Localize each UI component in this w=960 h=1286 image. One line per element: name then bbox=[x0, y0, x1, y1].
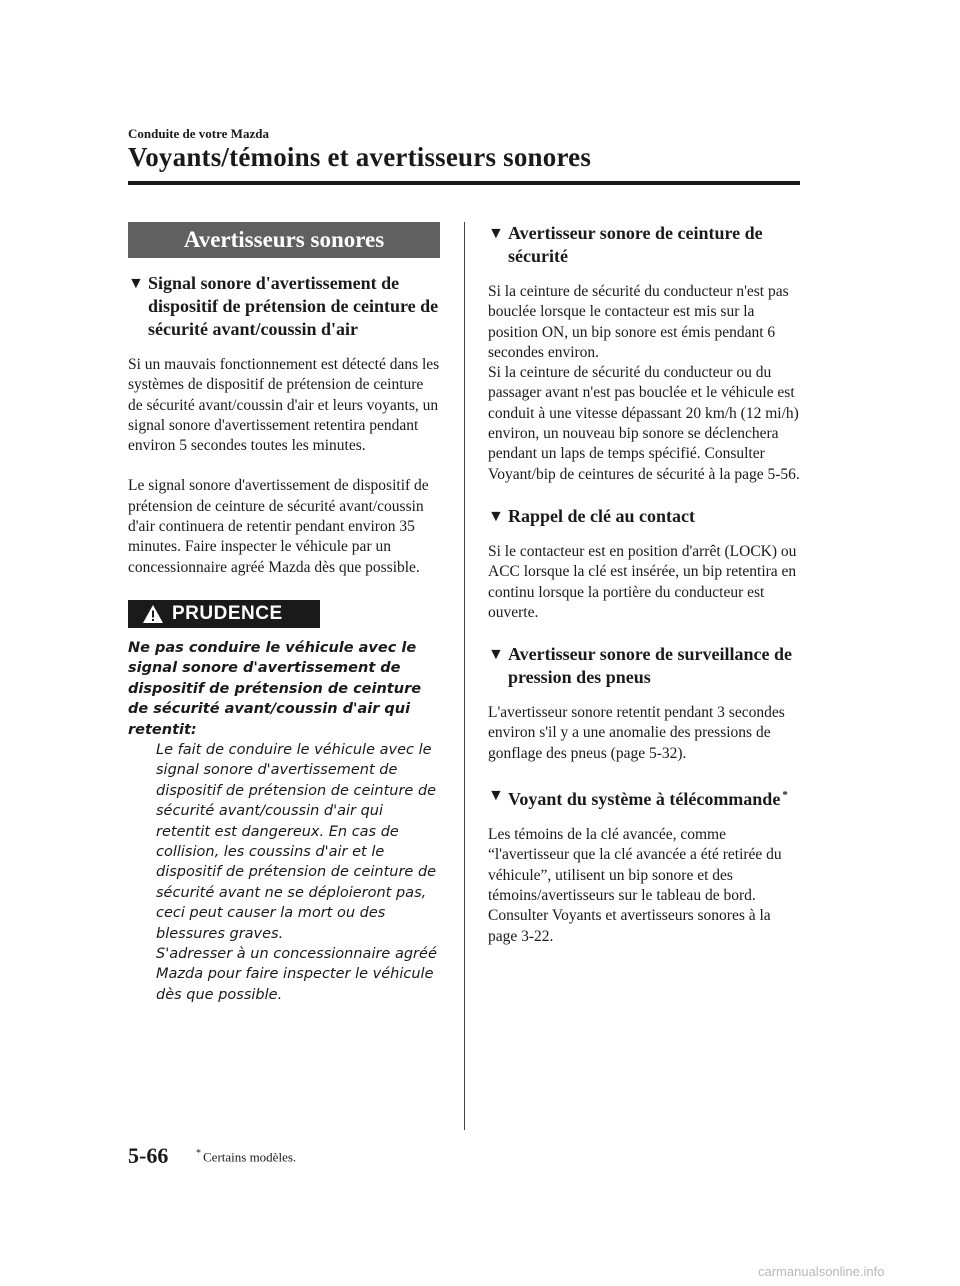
paragraph: Si la ceinture de sécurité du conducteur n'est pas bouclée lorsque le contacteur est mis sur la position ON, un bip sonore est émis pendant 6 secondes environ. bbox=[488, 283, 789, 361]
section-label: Conduite de votre Mazda bbox=[128, 126, 269, 141]
subheading-text: Rappel de clé au contact bbox=[508, 505, 695, 526]
footnote-star-icon: * bbox=[196, 1148, 201, 1159]
subheading-text: Signal sonore d'avertissement de dispositif de prétension de ceinture de sécurité avant/coussin d'air bbox=[148, 273, 439, 339]
footnote-text: Certains modèles. bbox=[203, 1149, 297, 1165]
subheading-key-reminder bbox=[488, 505, 800, 528]
paragraph: Consulter Voyants et avertisseurs sonores à la page 3-22. bbox=[488, 907, 771, 945]
column-divider bbox=[464, 222, 465, 1130]
right-column bbox=[488, 222, 800, 967]
footnote bbox=[196, 1148, 296, 1165]
paragraph: Si le contacteur est en position d'arrêt (LOCK) ou ACC lorsque la clé est insérée, un bip retentira en continu lorsque la portière du conducteur est ouverte. bbox=[488, 542, 797, 621]
section-banner: Avertisseurs sonores bbox=[128, 222, 440, 258]
subheading-text: Avertisseur sonore de surveillance de pression des pneus bbox=[508, 644, 792, 688]
paragraph: Le signal sonore d'avertissement de dispositif de prétension de ceinture de sécurité avant/coussin d'air continuera de retentir pendant environ 35 minutes. Faire inspecter le véhicule par un concessionnaire agréé Mazda dès que possible. bbox=[128, 477, 429, 576]
caution-badge bbox=[128, 600, 320, 628]
triangle-bullet-icon: ▼ bbox=[488, 787, 504, 805]
triangle-bullet-icon: ▼ bbox=[488, 507, 504, 525]
left-column bbox=[128, 222, 440, 1005]
subheading-text bbox=[508, 784, 800, 811]
caution-body: Le fait de conduire le véhicule avec le signal sonore d'avertissement de dispositif de prétension de ceinture de sécurité avant/coussin d'air qui retentit est dangereux. En cas de collision, les coussins d'air et le dispositif de prétension de ceinture de sécurité avant ne se déploieront pas, ceci peut causer la mort ou des blessures graves. bbox=[156, 742, 437, 942]
paragraph: Si un mauvais fonctionnement est détecté dans les systèmes de dispositif de prétension de ceinture de sécurité avant/coussin d'air et leurs voyants, un signal sonore d'avertissement retentira pendant environ 5 secondes toutes les minutes. bbox=[128, 356, 440, 455]
paragraph: Si la ceinture de sécurité du conducteur ou du passager avant n'est pas bouclée et le véhicule est conduit à une vitesse dépassant 20 km/h (12 mi/h) environ, un nouveau bip sonore se déclenchera pendant un laps de temps spécifié. Consulter Voyant/bip de ceintures de sécurité à la page 5-56. bbox=[488, 364, 800, 483]
caution-lead: Ne pas conduire le véhicule avec le signal sonore d'avertissement de dispositif de prétension de ceinture de sécurité avant/coussin d'air qui retentit: bbox=[128, 639, 422, 738]
subheading-seatbelt bbox=[488, 222, 800, 268]
page-title: Voyants/témoins et avertisseurs sonores bbox=[128, 142, 592, 172]
star-icon: * bbox=[782, 789, 788, 802]
subheading-tire-pressure bbox=[488, 643, 800, 689]
caution-label: PRUDENCE bbox=[172, 602, 283, 624]
warning-icon bbox=[142, 604, 164, 624]
triangle-bullet-icon: ▼ bbox=[128, 275, 144, 292]
subheading-text: Avertisseur sonore de ceinture de sécurité bbox=[508, 223, 763, 266]
title-rule bbox=[128, 181, 800, 185]
page-number: 5-66 bbox=[128, 1143, 169, 1168]
subheading-remote-system bbox=[488, 784, 800, 811]
caution-body: S'adresser à un concessionnaire agréé Mazda pour faire inspecter le véhicule dès que possible. bbox=[156, 946, 437, 1003]
paragraph: L'avertisseur sonore retentit pendant 3 secondes environ s'il y a une anomalie des pressions de gonflage des pneus (page 5-32). bbox=[488, 704, 785, 762]
paragraph: Les témoins de la clé avancée, comme “l'avertisseur que la clé avancée a été retirée du véhicule”, utilisent un bip sonore et des témoins/avertisseurs sur le tableau de bord. bbox=[488, 826, 782, 904]
subheading-airbag-warning bbox=[128, 272, 440, 341]
subheading-label: Voyant du système à télécommande bbox=[508, 789, 781, 810]
triangle-bullet-icon: ▼ bbox=[488, 225, 504, 242]
triangle-bullet-icon: ▼ bbox=[488, 646, 504, 664]
watermark: carmanualsonline.info bbox=[758, 1264, 885, 1279]
